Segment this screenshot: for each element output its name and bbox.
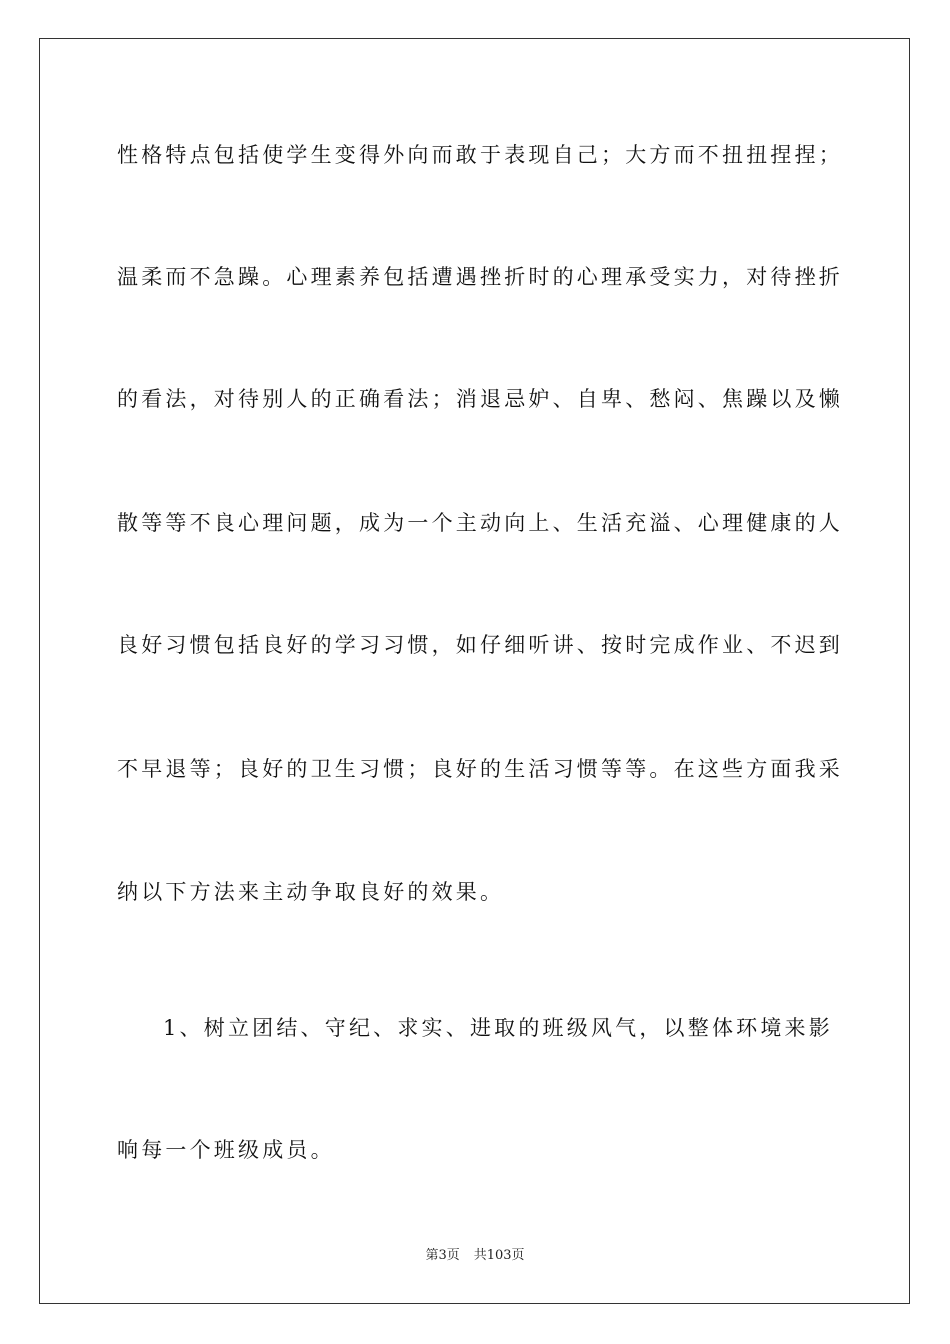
page-total: 共103页: [473, 1248, 525, 1263]
body-line-5: 良好习惯包括良好的学习习惯，如仔细听讲、按时完成作业、不迟到: [117, 633, 843, 657]
list-item-1-line-2: 响每一个班级成员。: [117, 1138, 335, 1162]
body-line-2: 温柔而不急躁。心理素养包括遭遇挫折时的心理承受实力，对待挫折: [117, 265, 843, 289]
page-number: 第3页: [425, 1248, 460, 1263]
page-border: [39, 38, 910, 1304]
body-line-3: 的看法，对待别人的正确看法；消退忌妒、自卑、愁闷、焦躁以及懒: [117, 387, 843, 411]
page-footer: [0, 1247, 950, 1265]
body-line-1: 性格特点包括使学生变得外向而敢于表现自己；大方而不扭扭捏捏；: [117, 143, 843, 167]
body-line-4: 散等等不良心理问题，成为一个主动向上、生活充溢、心理健康的人: [117, 511, 843, 535]
body-line-6: 不早退等；良好的卫生习惯；良好的生活习惯等等。在这些方面我采: [117, 757, 843, 781]
list-item-1-line-1: 1、树立团结、守纪、求实、进取的班级风气，以整体环境来影: [163, 1016, 833, 1040]
body-line-7: 纳以下方法来主动争取良好的效果。: [117, 880, 505, 904]
